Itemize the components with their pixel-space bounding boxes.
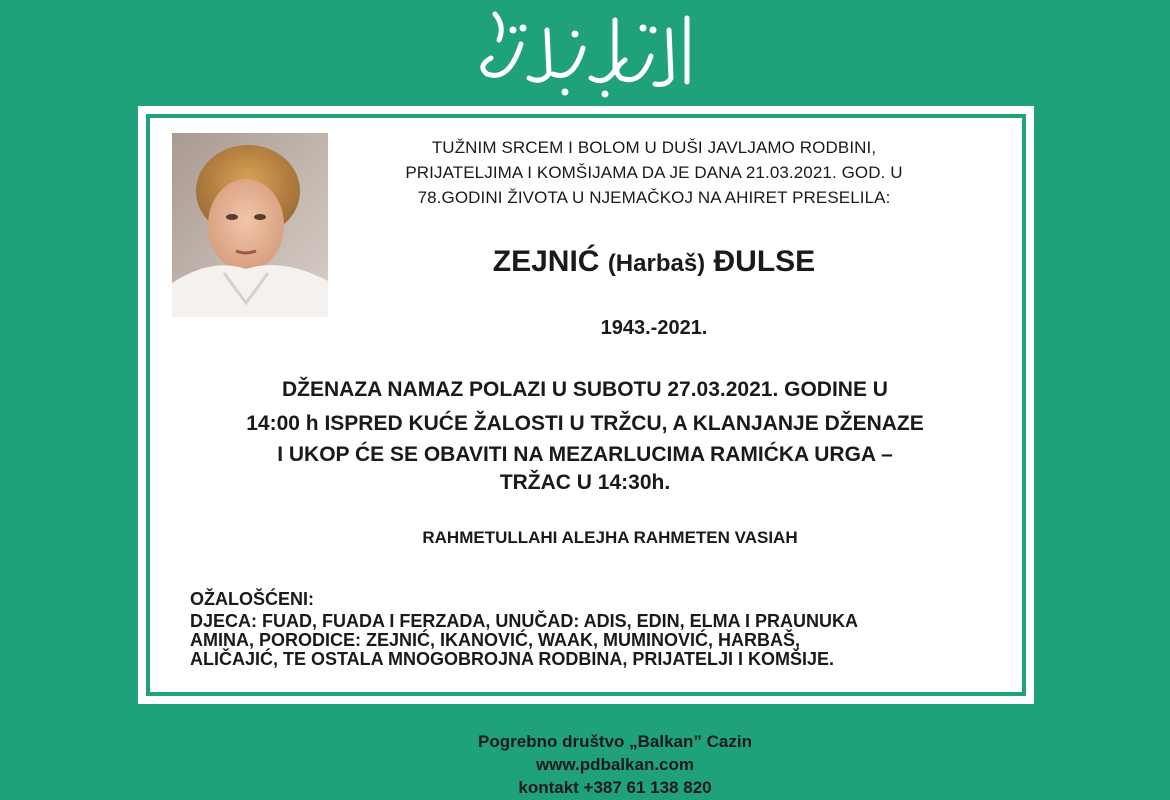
mourners-line: AMINA, PORODICE: ZEJNIĆ, IKANOVIĆ, WAAK, MUMINOVIĆ, HARBAŠ,: [190, 630, 801, 650]
funeral-details: [170, 373, 1000, 497]
portrait-photo: [172, 133, 328, 317]
announcement-line: 78.GODINI ŽIVOTA U NJEMAČKOJ NA AHIRET PRESELILA:: [417, 188, 891, 207]
announcement-line: TUŽNIM SRCEM I BOLOM U DUŠI JAVLJAMO RODBINI,: [431, 138, 877, 157]
surname: ZEJNIĆ: [492, 245, 600, 278]
announcement-line: PRIJATELJIMA I KOMŠIJAMA DA JE DANA 21.03.2021. GOD. U: [405, 163, 903, 182]
funeral-line: TRŽAC U 14:30h.: [499, 471, 671, 494]
funeral-home-footer: [385, 730, 845, 799]
mourners-title: OŽALOŠĆENI:: [190, 589, 314, 609]
mourners-list: [190, 612, 990, 669]
prayer-text: RAHMETULLAHI ALEJHA RAHMETEN VASIAH: [422, 528, 798, 547]
maiden-name: (Harbaš): [607, 250, 706, 277]
announcement-text: [338, 135, 970, 210]
arabic-calligraphy-icon: [455, 0, 715, 100]
mourners-line: DJECA: FUAD, FUADA I FERZADA, UNUČAD: ADIS, EDIN, ELMA I PRAUNUKA: [190, 611, 858, 631]
life-years: 1943.-2021.: [600, 317, 708, 339]
funeral-line: I UKOP ĆE SE OBAVITI NA MEZARLUCIMA RAMIĆKA URGA –: [277, 443, 893, 466]
funeral-home-name: Pogrebno društvo „Balkan” Cazin: [478, 732, 752, 751]
funeral-home-website: www.pdbalkan.com: [535, 755, 695, 774]
mourners-line: ALIČAJIĆ, TE OSTALA MNOGOBROJNA RODBINA, PRIJATELJI I KOMŠIJE.: [190, 649, 835, 669]
funeral-line: DŽENAZA NAMAZ POLAZI U SUBOTU 27.03.2021. GODINE U: [282, 378, 888, 401]
first-name: ĐULSE: [713, 245, 816, 278]
funeral-home-contact: kontakt +387 61 138 820: [518, 778, 712, 797]
deceased-name: [338, 244, 970, 282]
funeral-line: 14:00 h ISPRED KUĆE ŽALOSTI U TRŽCU, A KLANJANJE DŽENAZE: [246, 412, 924, 435]
